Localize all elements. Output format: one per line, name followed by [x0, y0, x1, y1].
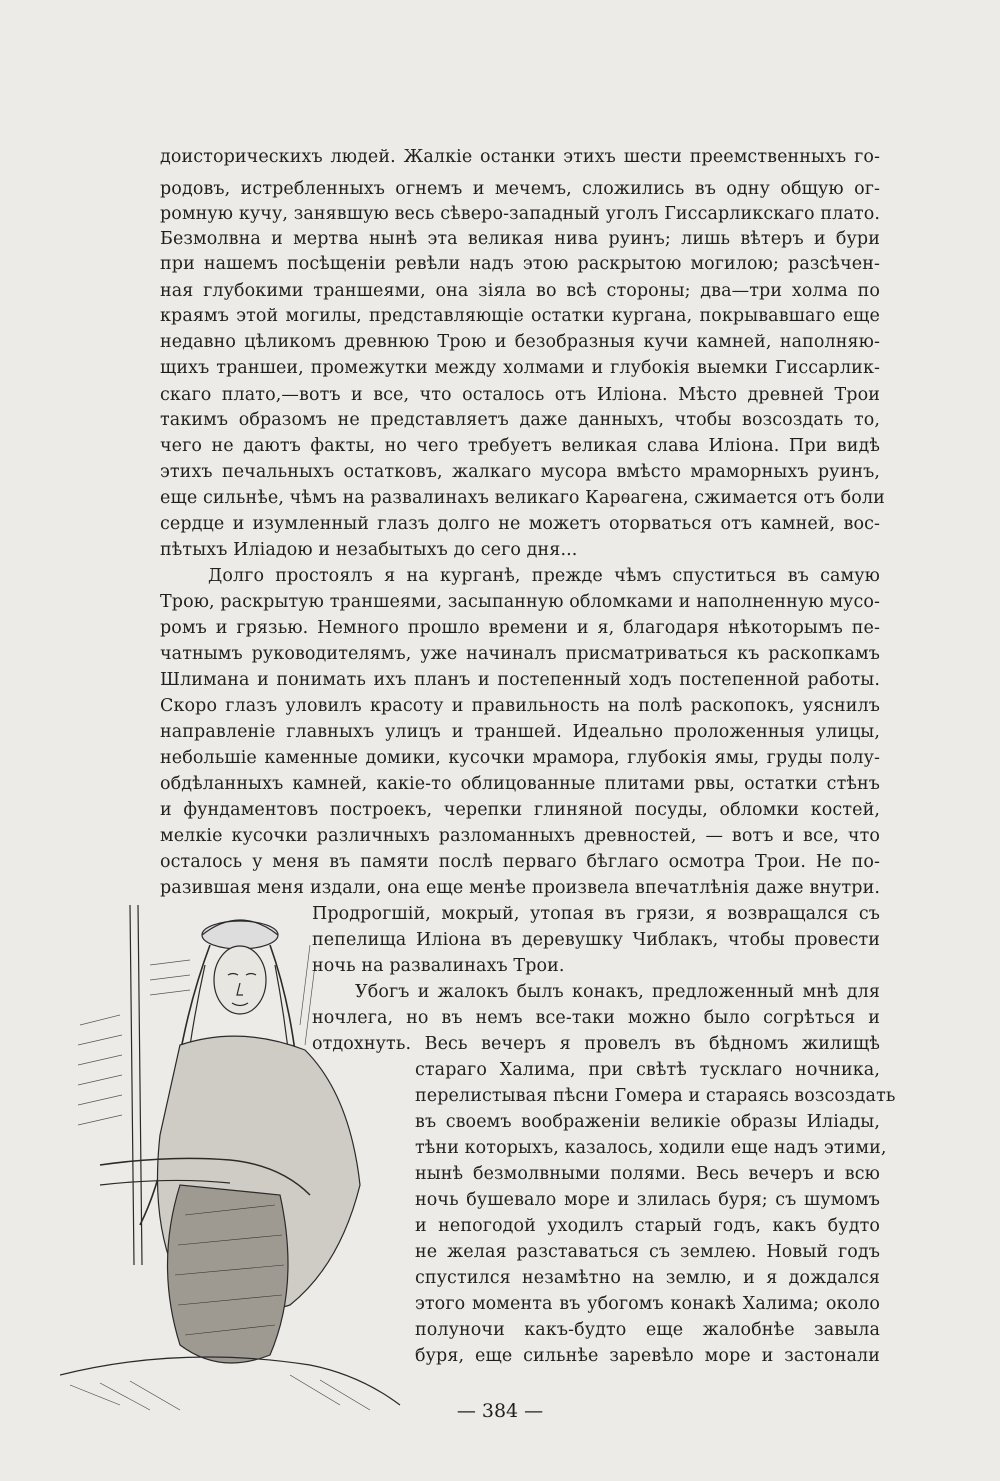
text-line: Трою, раскрытую траншеями, засыпанную обломками и наполненную мусо-	[160, 592, 880, 612]
text-line: осталось у меня въ памяти послѣ перваго бѣглаго осмотра Трои. Не по-	[160, 852, 880, 872]
text-line: тѣни которыхъ, казалось, ходили еще надъ этими,	[415, 1138, 887, 1158]
text-line: чего не даютъ факты, но чего требуетъ великая слава Иліона. При видѣ	[160, 436, 880, 456]
paragraph-start: Убогъ и жалокъ былъ конакъ, предложенный мнѣ для	[355, 982, 880, 1002]
text-line: нынѣ безмолвными полями. Весь вечеръ и всю	[415, 1164, 880, 1184]
text-line: Продрогшій, мокрый, утопая въ грязи, я возвращался съ	[312, 904, 880, 924]
text-line: полуночи какъ-будто еще жалобнѣе завыла	[415, 1320, 880, 1340]
text-line: ночь бушевало море и злилась буря; съ шумомъ	[415, 1190, 880, 1210]
text-line: чатнымъ руководителямъ, уже начиналъ присматриваться къ раскопкамъ	[160, 644, 880, 664]
text-line: при нашемъ посѣщеніи ревѣли надъ этою раскрытою могилою; разсѣчен-	[160, 254, 880, 274]
text-line: краямъ этой могилы, представляющіе остатки кургана, покрывавшаго еще	[160, 306, 880, 326]
page-number: — 384 —	[456, 1400, 544, 1422]
text-line: отдохнуть. Весь вечеръ я провелъ въ бѣдномъ жилищѣ	[312, 1034, 880, 1054]
text-line: сердце и изумленный глазъ долго не можетъ оторваться отъ камней, вос-	[160, 514, 880, 534]
text-line: стараго Халима, при свѣтѣ тусклаго ночника,	[415, 1060, 880, 1080]
text-line: пѣтыхъ Иліадою и незабытыхъ до сего дня...	[160, 540, 578, 560]
text-line: Безмолвна и мертва нынѣ эта великая нива руинъ; лишь вѣтеръ и бури	[160, 229, 880, 249]
text-line: щихъ траншеи, промежутки между холмами и глубокія выемки Гиссарлик-	[160, 358, 880, 378]
text-line: и непогодой уходилъ старый годъ, какъ будто	[415, 1216, 880, 1236]
text-line: еще сильнѣе, чѣмъ на развалинахъ великаго Карѳагена, сжимается отъ боли	[160, 488, 885, 508]
text-line: ромную кучу, занявшую весь сѣверо-западный уголъ Гиссарликскаго плато.	[160, 204, 880, 224]
text-line: перелистывая пѣсни Гомера и стараясь возсоздать	[415, 1086, 896, 1106]
text-line: ромъ и грязью. Немного прошло времени и я, благодаря нѣкоторымъ пе-	[160, 618, 880, 638]
text-line: и фундаментовъ построекъ, черепки глиняной посуды, обломки костей,	[160, 800, 880, 820]
text-line: буря, еще сильнѣе заревѣло море и застонали	[415, 1346, 880, 1366]
text-line: направленіе главныхъ улицъ и траншей. Идеально проложенныя улицы,	[160, 722, 880, 742]
text-line: родовъ, истребленныхъ огнемъ и мечемъ, сложились въ одну общую ог-	[160, 179, 880, 199]
text-line: пепелища Иліона въ деревушку Чиблакъ, чтобы провести	[312, 930, 880, 950]
text-line: спустился незамѣтно на землю, и я дождался	[415, 1268, 880, 1288]
text-line: такимъ образомъ не представляетъ даже данныхъ, чтобы возсоздать то,	[160, 410, 880, 430]
text-line: ночлега, но въ немъ все-таки можно было согрѣться и	[312, 1008, 880, 1028]
text-line: въ своемъ воображеніи великіе образы Иліады,	[415, 1112, 880, 1132]
text-line: небольшіе каменные домики, кусочки мрамора, глубокія ямы, груды полу-	[160, 748, 880, 768]
text-line: не желая разставаться съ землею. Новый годъ	[415, 1242, 880, 1262]
text-line: обдѣланныхъ камней, какіе-то облицованные плитами рвы, остатки стѣнъ	[160, 774, 880, 794]
text-line: ночь на развалинахъ Трои.	[312, 956, 565, 976]
text-line: разившая меня издали, она еще менѣе произвела впечатлѣнія даже внутри.	[160, 878, 880, 898]
text-line: этого момента въ убогомъ конакѣ Халима; около	[415, 1294, 880, 1314]
text-line: мелкіе кусочки различныхъ разломанныхъ древностей, — вотъ и все, что	[160, 826, 880, 846]
text-line: скаго плато,—вотъ и все, что осталось отъ Иліона. Мѣсто древней Трои	[160, 385, 880, 405]
text-line: доисторическихъ людей. Жалкіе останки этихъ шести преемственныхъ го-	[160, 147, 880, 167]
text-line: недавно цѣликомъ древнюю Трою и безобразныя кучи камней, наполняю-	[160, 332, 880, 352]
paragraph-start: Долго простоялъ я на курганѣ, прежде чѣмъ спуститься въ самую	[208, 566, 880, 586]
text-line: Скоро глазъ уловилъ красоту и правильность на полѣ раскопокъ, уяснилъ	[160, 696, 880, 716]
text-line: ная глубокими траншеями, она зіяла во всѣ стороны; два—три холма по	[160, 281, 880, 301]
text-line: этихъ печальныхъ остатковъ, жалкаго мусора вмѣсто мраморныхъ руинъ,	[160, 462, 880, 482]
text-line: Шлимана и понимать ихъ планъ и постепенный ходъ постепенной работы.	[160, 670, 880, 690]
